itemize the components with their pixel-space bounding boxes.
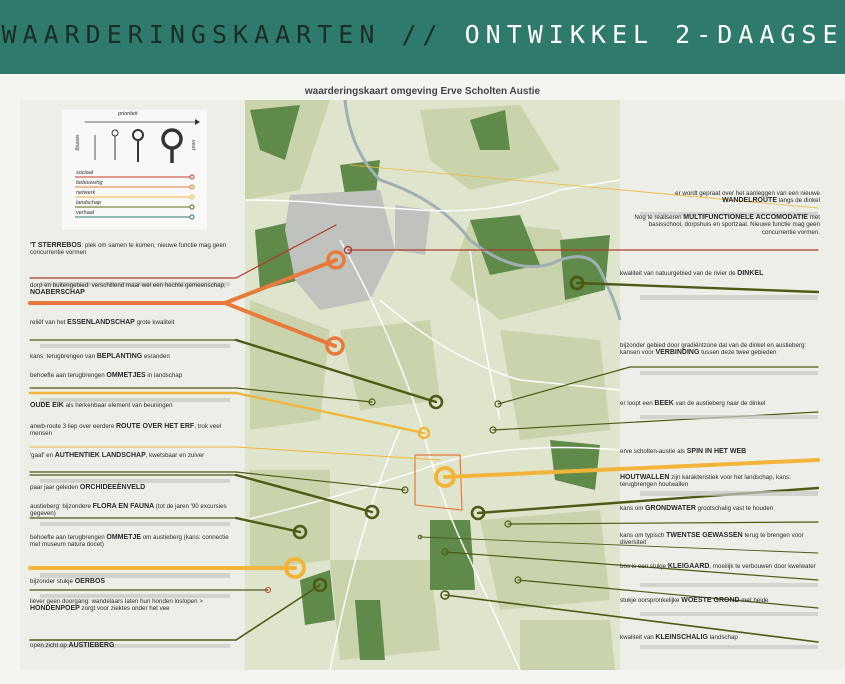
label-sterrebos: 'T STERREBOS: plek om samen te komen, nieuwe functie mag geen concurrentie vormen [30,242,227,257]
title-part-a: WAARDERINGSKAARTEN // [1,20,444,49]
legend-high-label: veel [190,140,196,151]
label-multifunctionele-accomodatie: Nog te realiseren MULTIFUNCTIONELE ACCOMODATIE met basisschool, dorpshuis en sportzaal. Nieuwe functie mag geen concurrentie vormen. [634,214,820,236]
label-essenlandschap: reliëf van het ESSENLANDSCHAP grote kwaliteit [30,319,175,326]
label-wandelroute: er wordt gepraat over het aanleggen van een nieuwe WANDELROUTE langs de dinkel [675,190,820,205]
label-ommetjes: behoefte aan terugbrengen OMMETJES in landschap [30,372,183,379]
label-orchideeenveld: paar jaar geleden ORCHIDEEËNVELD [30,484,146,491]
label-kleinschalig: kwaliteit van KLEINSCHALIG landschap [620,634,738,641]
label-houtwallen: HOUTWALLEN zijn karakteristiek voor het landschap, kans: terugbrengen houtwallen [620,474,791,489]
title-part-b: ONTWIKKEL 2-DAAGSE [443,20,844,49]
label-route-over-het-erf: anwb-route 3 liep over eerdere ROUTE OVER HET ERF, trok veel mensen [30,423,222,438]
label-hondenpoep: liever geen doorgang: wandelaars laten hun honden loslopen > HONDENPOEP zorgt voor ziektes onder het vee [30,598,203,613]
legend-low-label: weinig [74,135,80,151]
label-beplanting: kans: terugbrengen van BEPLANTING esranden [30,353,170,360]
label-woeste-grond: stukje oorspronkelijke WOESTE GROND met heide [620,597,769,604]
legend-priority-label: prioriteit [118,111,138,117]
legend-category: bebouwing [76,180,103,186]
label-beek: er loopt een BEEK van de austieberg naar de dinkel [620,400,766,407]
legend-category: landschap [76,200,102,206]
legend-category: verhaal [76,210,95,216]
label-ommetje-austieberg: behoefte aan terugbrengen OMMETJE om austieberg (kans: connectie met museum natura docet) [30,534,229,549]
label-authentiek-landschap: 'gaaf' en AUTHENTIEK LANDSCHAP, kwetsbaar en zuiver [30,452,205,459]
map-subtitle: waarderingskaart omgeving Erve Scholten Austie [304,86,541,97]
label-kleigaard: bos is een stukje KLEIGAARD, moeilijk te verbouwen door kwelwater [620,563,816,570]
label-oude-eik: OUDE EIK als herkenbaar element van beuningen [30,402,173,409]
label-oerbos: bijzonder stukje OERBOS [30,578,106,585]
label-spin-in-het-web: erve scholten-austie als SPIN IN HET WEB [620,448,747,455]
legend-category: netwerk [76,190,96,196]
label-flora-en-fauna: austieberg: bijzondere FLORA EN FAUNA (tot de jaren '90 excursies gegeven) [30,503,227,518]
label-twentse-gewassen: kans om typisch TWENTSE GEWASSEN terug te brengen voor diversiteit [620,532,804,547]
label-verbinding: bijzonder gebied door gradiëntzone dal van de dinkel en austieberg: kansen voor VERBINDING tussen deze twee gebieden [620,342,807,357]
label-austieberg: open zicht op AUSTIEBERG [30,642,115,649]
label-dinkel: kwaliteit van natuurgebied van de rivier de DINKEL [620,270,764,277]
legend-category: sociaal [76,170,94,176]
label-grondwater: kans om GRONDWATER grootschalig vast te houden [620,505,774,512]
label-noaberschap: dorp en buitengebied: verschillend maar wel een hechte gemeenschap, NOABERSCHAP [30,282,226,297]
